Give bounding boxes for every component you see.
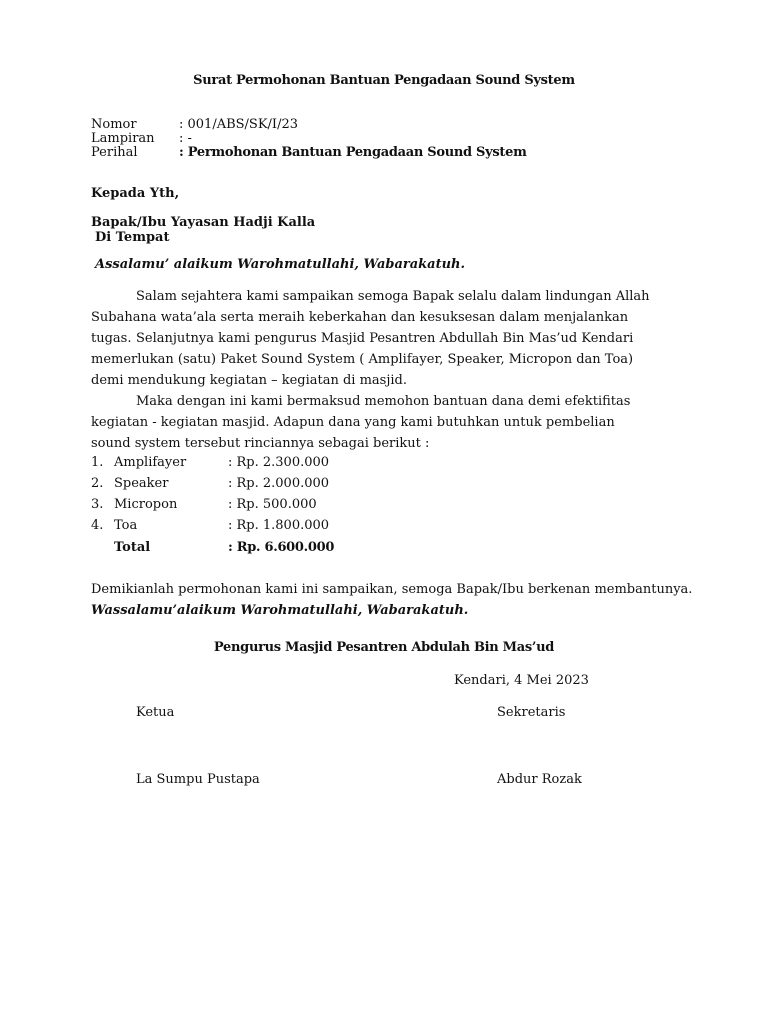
salam-opening: Assalamu’ alaikum Warohmatullahi, Wabarakatuh. (95, 257, 466, 272)
item-price: : Rp. 2.300.000 (228, 455, 330, 470)
meta-label-nomor: Nomor (91, 117, 137, 132)
item-price: : Rp. 2.000.000 (228, 476, 330, 491)
recipient-greeting: Kepada Yth, (91, 186, 180, 201)
total-label: Total (114, 540, 151, 555)
item-number: 3. (91, 497, 104, 512)
item-name: Micropon (114, 497, 178, 512)
signature-name-secretary: Abdur Rozak (497, 772, 582, 787)
item-name: Amplifayer (114, 455, 187, 470)
recipient-place: Di Tempat (95, 230, 170, 245)
body-paragraph-1: Salam sejahtera kami sampaikan semoga Bapak selalu dalam lindungan Allah Subahana wata’ala serta meraih keberkahan dan kesuksesan dalam menjalankan tugas. (91, 289, 650, 346)
item-name: Toa (114, 518, 138, 533)
item-number: 1. (91, 455, 104, 470)
meta-label-perihal: Perihal (91, 145, 138, 160)
organization-name: Pengurus Masjid Pesantren Abdulah Bin Mas’ud (213, 640, 555, 655)
meta-label-lampiran: Lampiran (91, 131, 155, 146)
meta-value-lampiran: : - (179, 131, 192, 146)
body-paragraph-3: Maka dengan ini kami bermaksud memohon bantuan dana demi efektifitas kegiatan - kegiatan masjid. Adapun dana yang kami butuhkan untuk pembelian sound system tersebut rinciannya sebagai berikut : (91, 394, 631, 451)
recipient-name: Bapak/Ibu Yayasan Hadji Kalla (91, 215, 316, 230)
item-number: 4. (91, 518, 104, 533)
letter-title: Surat Permohonan Bantuan Pengadaan Sound System (193, 73, 575, 88)
meta-value-nomor: : 001/ABS/SK/I/23 (179, 117, 298, 132)
signature-role-chair: Ketua (136, 705, 175, 720)
meta-value-perihal: : Permohonan Bantuan Pengadaan Sound System (179, 145, 527, 160)
total-value: : Rp. 6.600.000 (228, 540, 335, 555)
signature-name-chair: La Sumpu Pustapa (136, 772, 260, 787)
item-price: : Rp. 500.000 (228, 497, 317, 512)
item-price: : Rp. 1.800.000 (228, 518, 330, 533)
salam-closing: Wassalamu’alaikum Warohmatullahi, Wabarakatuh. (91, 603, 469, 618)
item-number: 2. (91, 476, 104, 491)
closing-sentence: Demikianlah permohonan kami ini sampaikan, semoga Bapak/Ibu berkenan membantunya. (91, 582, 693, 597)
body-paragraph-2: Selanjutnya kami pengurus Masjid Pesantren Abdullah Bin Mas’ud Kendari memerlukan (satu) Paket Sound System ( Amplifayer, Speaker, Micropon dan Toa) demi mendukung kegiatan – kegiatan di masjid. (91, 331, 634, 388)
place-date: Kendari, 4 Mei 2023 (454, 673, 589, 688)
item-name: Speaker (114, 476, 169, 491)
signature-role-secretary: Sekretaris (497, 705, 566, 720)
